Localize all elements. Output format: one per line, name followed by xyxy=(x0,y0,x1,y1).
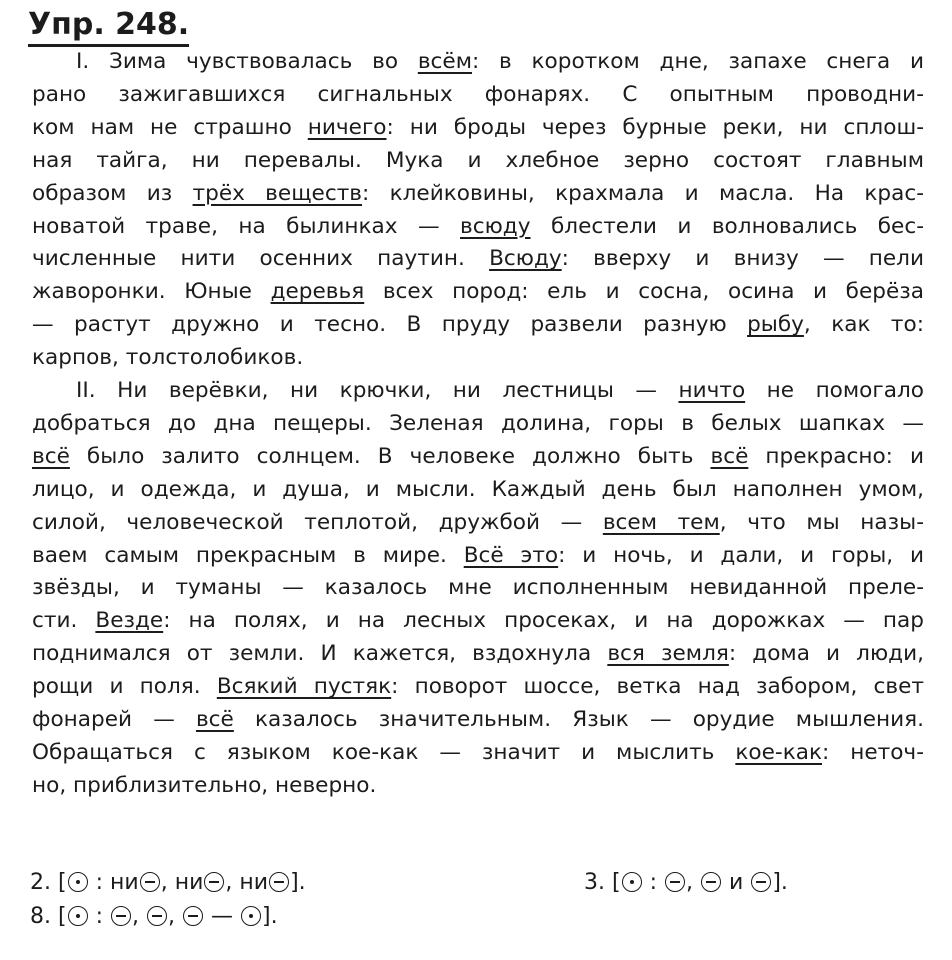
text-fragment: новатой траве, на былинках — xyxy=(32,213,461,239)
homogeneous-member-icon xyxy=(147,906,167,926)
underlined-word: Везде xyxy=(95,608,164,634)
underlined-word: рыбу xyxy=(747,312,804,338)
text-fragment: сти. xyxy=(32,608,96,634)
text-line xyxy=(32,540,924,572)
text-fragment: но, приблизительно, неверно. xyxy=(32,772,377,798)
text-line xyxy=(32,276,924,308)
text-fragment: жаворонки. Юные xyxy=(32,279,271,305)
underlined-word: всё xyxy=(195,707,234,732)
generalizing-word-icon xyxy=(241,906,261,926)
text-fragment: ваем самым прекрасным в мире. xyxy=(32,542,464,568)
homogeneous-member-icon xyxy=(140,872,160,892)
text-fragment: фонарей — xyxy=(32,707,196,732)
text-fragment: блестели и волновались бес- xyxy=(530,213,924,239)
text-fragment: лицо, и одежда, и душа, и мысли. Каждый день был наполнен умом, xyxy=(32,476,924,502)
text-fragment: не помогало xyxy=(745,378,924,403)
text-fragment: , что мы назы- xyxy=(719,509,924,535)
scheme-8: 8. [ : , , — ]. xyxy=(30,904,278,929)
text-fragment: Обращаться с языком кое-как — значит и мыслить xyxy=(32,739,736,765)
text-fragment: силой, человеческой теплотой, дружбой — xyxy=(32,509,603,535)
text-line xyxy=(32,737,924,769)
text-fragment: II. Ни верёвки, ни крючки, ни лестницы — xyxy=(76,378,679,403)
underlined-word: всем тем xyxy=(602,509,720,535)
generalizing-word-icon xyxy=(68,872,88,892)
text-fragment: образом из xyxy=(32,180,193,206)
underlined-word: всё xyxy=(32,443,70,469)
generalizing-word-icon xyxy=(68,906,88,926)
underlined-word: деревья xyxy=(270,279,365,305)
text-fragment: карпов, толстолобиков. xyxy=(32,345,304,371)
scheme-3: 3. [ : , и ]. xyxy=(584,870,788,895)
homogeneous-member-icon xyxy=(269,872,289,892)
text-fragment: добраться до дна пещеры. Зеленая долина, горы в белых шапках — xyxy=(32,410,924,436)
text-fragment: рощи и поля. xyxy=(32,674,217,700)
generalizing-word-icon xyxy=(622,872,642,892)
text-line xyxy=(32,309,924,341)
text-line xyxy=(32,638,924,670)
text-line xyxy=(32,112,924,144)
text-line xyxy=(32,145,924,177)
exercise-title: Упр. 248. xyxy=(28,6,189,47)
text-line xyxy=(32,79,924,111)
underlined-word: ничто xyxy=(678,378,746,403)
text-fragment: — растут дружно и тесно. В пруду развели разную xyxy=(32,312,748,338)
text-line xyxy=(32,474,924,506)
text-fragment: ком нам не страшно xyxy=(32,114,308,140)
homogeneous-member-icon xyxy=(183,906,203,926)
text-line xyxy=(32,605,924,637)
text-fragment: казалось значительным. Язык — орудие мышления. xyxy=(233,707,925,732)
underlined-word: трёх веществ xyxy=(192,180,362,206)
text-fragment: I. Зима чувствовалась во xyxy=(76,49,418,74)
homogeneous-member-icon xyxy=(751,872,771,892)
text-line xyxy=(32,507,924,539)
text-line xyxy=(32,211,924,243)
text-line xyxy=(76,375,924,407)
text-line xyxy=(32,770,924,802)
text-fragment: : поворот шоссе, ветка над забором, свет xyxy=(391,674,924,700)
underlined-word: всё xyxy=(710,443,749,469)
text-fragment: : клейковины, крахмала и масла. На крас- xyxy=(362,180,924,206)
text-line xyxy=(76,46,924,78)
homogeneous-member-icon xyxy=(665,872,685,892)
text-line xyxy=(32,572,924,604)
text-line xyxy=(32,243,924,275)
homogeneous-member-icon xyxy=(111,906,131,926)
text-fragment: поднимался от земли. И кажется, вздохнула xyxy=(32,641,608,667)
homogeneous-member-icon xyxy=(204,872,224,892)
underlined-word: всём xyxy=(417,49,472,74)
text-fragment: было залито солнцем. В человеке должно быть xyxy=(69,443,711,469)
text-fragment: : неточ- xyxy=(822,739,924,765)
text-line xyxy=(32,441,924,473)
underlined-word: всюду xyxy=(460,213,531,239)
underlined-word: Всё это xyxy=(463,542,559,568)
text-fragment: , как то: xyxy=(803,312,924,338)
text-fragment: : вверху и внизу — пели xyxy=(561,246,924,272)
text-fragment: : и ночь, и дали, и горы, и xyxy=(558,542,924,568)
text-fragment: : ни броды через бурные реки, ни сплош- xyxy=(386,114,924,140)
homogeneous-member-icon xyxy=(701,872,721,892)
text-fragment: прекрасно: и xyxy=(748,443,924,469)
text-fragment: рано зажигавшихся сигнальных фонарях. С опытным проводни- xyxy=(32,81,924,107)
text-fragment: ная тайга, ни перевалы. Мука и хлебное зерно состоят главным xyxy=(32,147,924,173)
underlined-word: вся земля xyxy=(607,641,729,667)
text-line xyxy=(32,408,924,440)
text-fragment: : в коротком дне, запахе снега и xyxy=(472,49,924,74)
text-fragment: численные нити осенних паутин. xyxy=(32,246,490,272)
underlined-word: ничего xyxy=(307,114,387,140)
text-fragment: : дома и люди, xyxy=(728,641,924,667)
text-fragment: звёзды, и туманы — казалось мне исполненным невиданной преле- xyxy=(32,575,924,601)
text-line xyxy=(32,178,924,210)
text-fragment: : на полях, и на лесных просеках, и на дорожках — пар xyxy=(163,608,924,634)
text-line xyxy=(32,342,924,374)
scheme-2: 2. [ : ни , ни , ни ]. xyxy=(30,870,306,895)
text-line xyxy=(32,704,924,736)
text-fragment: всех пород: ель и сосна, осина и берёза xyxy=(364,279,924,305)
underlined-word: Всюду xyxy=(489,246,562,272)
underlined-word: кое-как xyxy=(735,739,823,765)
text-line xyxy=(32,671,924,703)
underlined-word: Всякий пустяк xyxy=(216,674,392,700)
